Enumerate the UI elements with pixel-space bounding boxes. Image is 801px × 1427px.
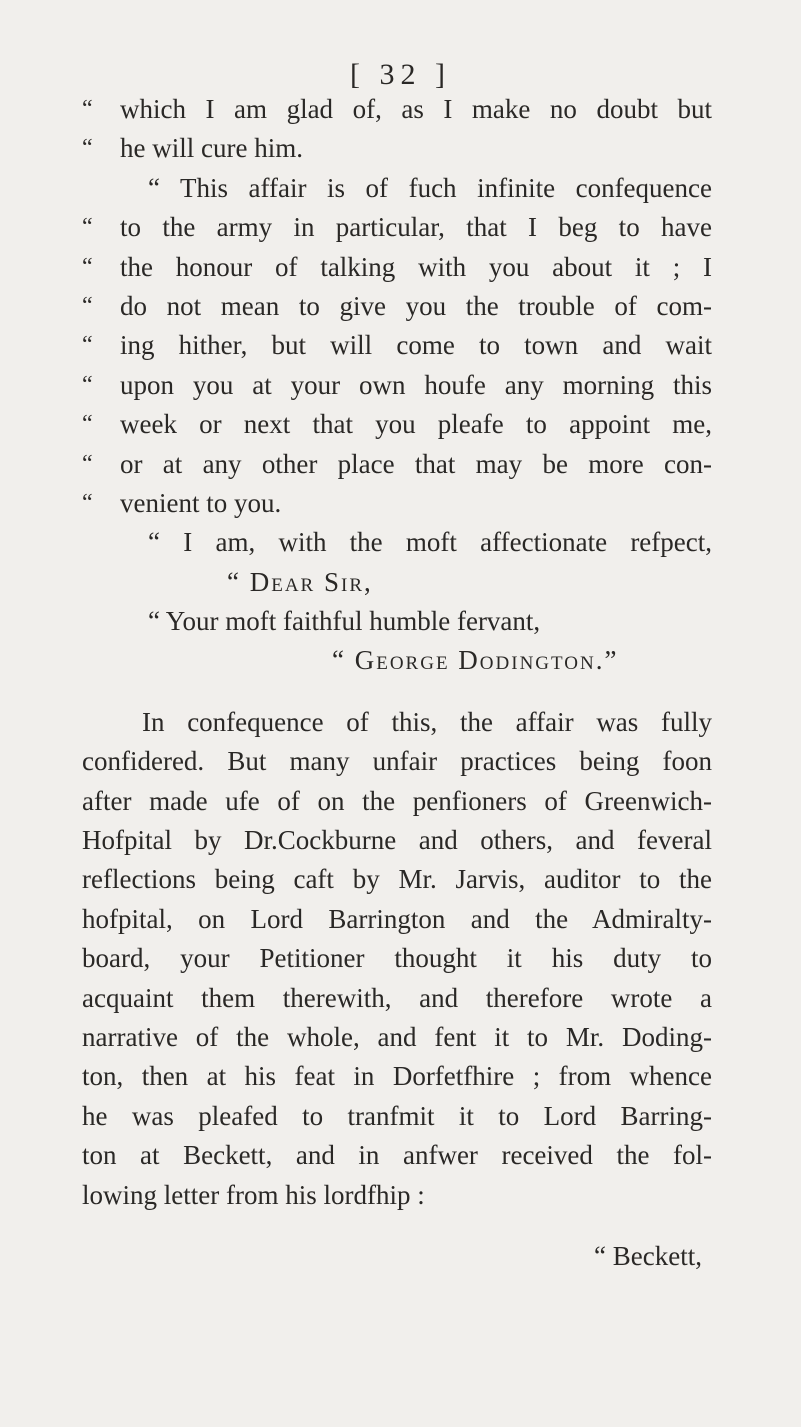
letter-line (82, 326, 712, 365)
letter-line-text: the honour of talking with you about it ; I (120, 251, 712, 282)
letter-line (82, 366, 712, 405)
letter-closing (82, 523, 712, 562)
narrative-line-text: ton, then at his feat in Dorfetfhire ; from whence (82, 1061, 712, 1092)
letter-line (82, 129, 712, 168)
letter-line (82, 248, 712, 287)
page-text (82, 90, 712, 1276)
letter-signature (82, 641, 712, 680)
narrative-line-text: In confequence of this, the affair was fully (142, 706, 712, 737)
letter-line (82, 208, 712, 247)
letter-line-text: week or next that you pleafe to appoint me, (120, 409, 712, 440)
quote-mark: “ (82, 292, 93, 319)
narrative-line-text: acquaint them therewith, and therefore wrote a (82, 982, 712, 1013)
narrative-line (82, 742, 712, 781)
letter-line (82, 169, 712, 208)
quote-mark: “ (82, 253, 93, 280)
narrative-line (82, 821, 712, 860)
letter-line (82, 90, 712, 129)
letter-line (82, 287, 712, 326)
narrative-line (82, 860, 712, 899)
narrative-line (82, 979, 712, 1018)
letter-line (82, 484, 712, 523)
quote-mark: “ (82, 489, 93, 516)
quote-mark: “ (82, 96, 93, 122)
narrative-line (82, 1097, 712, 1136)
narrative-line (82, 1018, 712, 1057)
narrative-line-text: after made ufe of on the penfioners of Greenwich- (82, 785, 712, 816)
letter-line-text: or at any other place that may be more con- (120, 448, 712, 479)
signature-text: “ George Dodington.” (332, 645, 619, 676)
catchword-line (82, 1237, 712, 1276)
letter-line-text: he will cure him. (120, 133, 303, 164)
narrative-line-text: lowing letter from his lordfhip : (82, 1179, 425, 1210)
narrative-line (82, 1136, 712, 1175)
quote-mark: “ (82, 371, 93, 398)
letter-servant-line (82, 602, 712, 641)
quote-mark: “ (82, 135, 93, 162)
narrative-line-text: ton at Beckett, and in anfwer received the fol- (82, 1140, 712, 1171)
servant-text: “ Your moft faithful humble fervant, (148, 606, 541, 637)
narrative-line-text: board, your Petitioner thought it his duty to (82, 943, 712, 974)
narrative-line-text: confidered. But many unfair practices being foon (82, 746, 712, 777)
narrative-line (82, 939, 712, 978)
narrative-line (82, 900, 712, 939)
narrative-line-text: reflections being caft by Mr. Jarvis, auditor to the (82, 864, 712, 895)
narrative-line (82, 1176, 712, 1215)
letter-line (82, 445, 712, 484)
letter-line-text: to the army in particular, that I beg to have (120, 212, 712, 243)
letter-line-text: ing hither, but will come to town and wait (120, 330, 712, 361)
salutation-text: “ Dear Sir, (227, 566, 373, 597)
narrative-line (82, 1057, 712, 1096)
narrative-line-text: narrative of the whole, and fent it to Mr. Doding- (82, 1021, 712, 1052)
catchword: “ Beckett, (594, 1240, 702, 1271)
letter-line-text: upon you at your own houfe any morning this (120, 369, 712, 400)
narrative-line-text: Hofpital by Dr.Cockburne and others, and feveral (82, 825, 712, 856)
quote-mark: “ (82, 450, 93, 477)
closing-text: “ I am, with the moft affectionate refpect, (148, 527, 712, 558)
quote-mark: “ (82, 214, 93, 241)
quote-mark: “ (82, 332, 93, 359)
letter-line-text: do not mean to give you the trouble of com- (120, 290, 712, 321)
letter-line-text: venient to you. (120, 487, 282, 518)
quote-mark: “ (82, 411, 93, 438)
letter-line (82, 405, 712, 444)
narrative-line (82, 703, 712, 742)
page-number: [ 32 ] (350, 58, 451, 91)
narrative-line-text: hofpital, on Lord Barrington and the Admiralty- (82, 903, 712, 934)
letter-line-text: which I am glad of, as I make no doubt but (120, 94, 712, 124)
letter-salutation (82, 563, 712, 602)
narrative-line (82, 782, 712, 821)
letter-line-text: “ This affair is of fuch infinite confequence (148, 172, 712, 203)
narrative-line-text: he was pleafed to tranfmit it to Lord Barring- (82, 1100, 712, 1131)
